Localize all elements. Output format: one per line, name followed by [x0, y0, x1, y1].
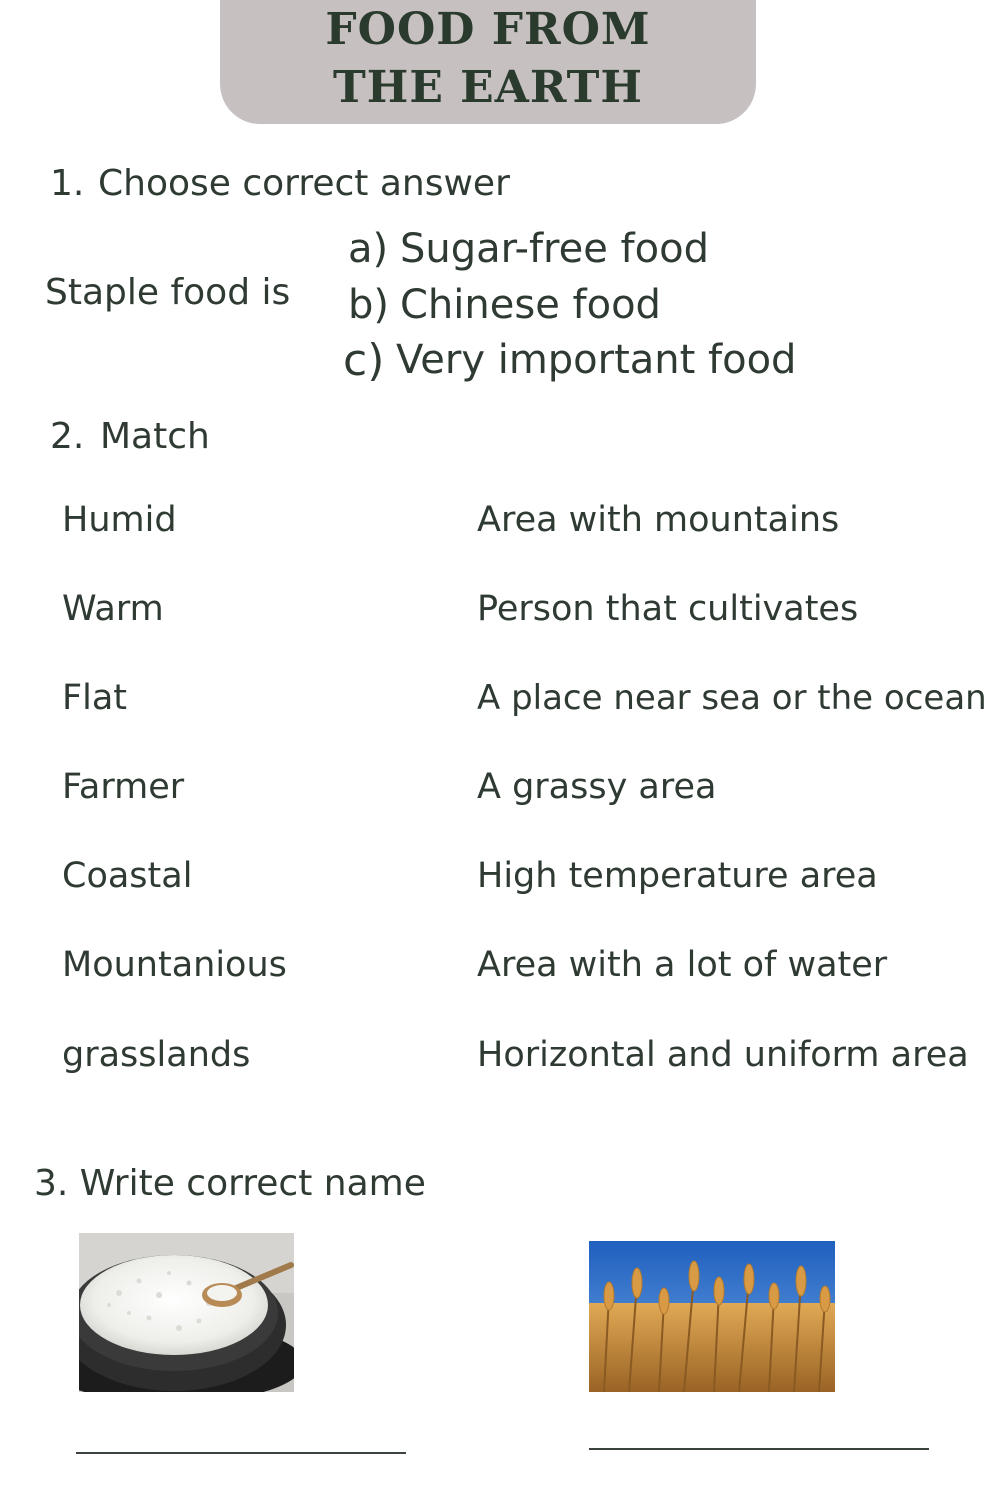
q3-heading: 3. Write correct name [34, 1163, 426, 1204]
match-right-item[interactable]: A place near sea or the ocean [477, 678, 987, 718]
q1-option-c-text[interactable]: Very important food [396, 337, 797, 383]
wheat-field-image [589, 1241, 835, 1392]
q1-option-c-letter[interactable]: c) [343, 335, 385, 386]
q1-number: 1. [50, 163, 85, 204]
q1-heading: Choose correct answer [98, 163, 510, 204]
match-right-item[interactable]: Horizontal and uniform area [477, 1035, 969, 1075]
q1-option-b-text[interactable]: Chinese food [400, 282, 661, 328]
answer-line-right[interactable] [589, 1448, 929, 1450]
q1-option-a-letter[interactable]: a) [348, 226, 389, 272]
q1-prompt: Staple food is [45, 272, 291, 313]
match-left-item[interactable]: Mountanious [62, 945, 287, 985]
match-right-item[interactable]: High temperature area [477, 856, 878, 896]
title-line-1: FOOD FROM [325, 4, 651, 55]
title-banner [220, 0, 756, 124]
title-line-2: THE EARTH [333, 62, 643, 113]
match-right-item[interactable]: Area with a lot of water [477, 945, 888, 985]
match-left-item[interactable]: Flat [62, 678, 128, 718]
match-left-item[interactable]: Warm [62, 589, 164, 629]
match-left-item[interactable]: Humid [62, 500, 177, 540]
rice-bowl-image [79, 1233, 294, 1392]
match-left-item[interactable]: Farmer [62, 767, 185, 807]
match-left-item[interactable]: Coastal [62, 856, 193, 896]
answer-line-left[interactable] [76, 1452, 406, 1454]
q2-number: 2. [50, 416, 85, 457]
q1-option-a-text[interactable]: Sugar-free food [400, 226, 709, 272]
match-left-item[interactable]: grasslands [62, 1035, 251, 1075]
q2-heading: Match [100, 416, 210, 457]
match-right-item[interactable]: Area with mountains [477, 500, 840, 540]
match-right-item[interactable]: A grassy area [477, 767, 717, 807]
match-right-item[interactable]: Person that cultivates [477, 589, 859, 629]
q1-option-b-letter[interactable]: b) [348, 282, 389, 328]
